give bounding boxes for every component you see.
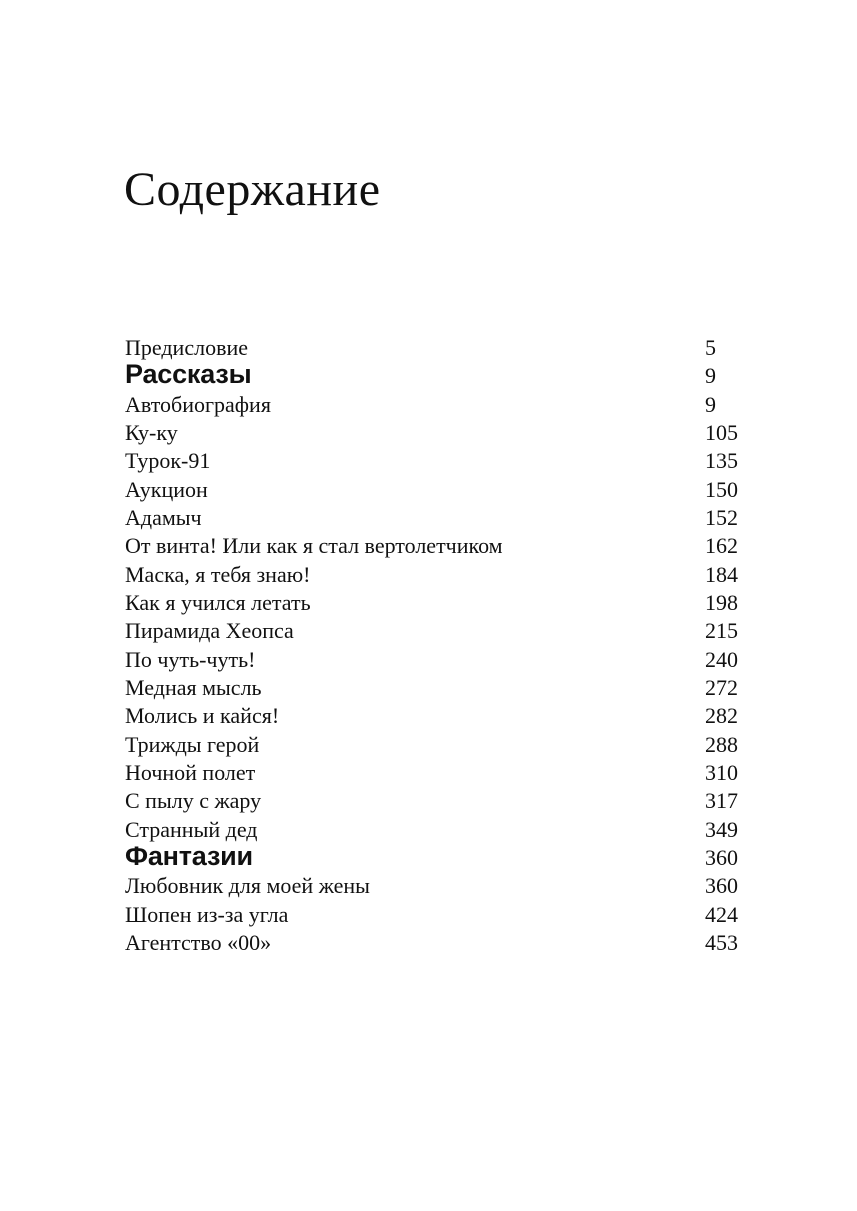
toc-entry-title: Маска, я тебя знаю! [125,561,311,587]
toc-page-number: 198 [705,589,738,615]
toc-entry-row [125,476,765,504]
toc-entry-row [125,929,765,957]
toc-entry-title: Турок-91 [125,448,211,474]
toc-entry-row [125,816,765,844]
toc-entry-row [125,447,765,475]
toc-page-number: 360 [705,844,738,870]
toc-entry-title: Автобиография [125,391,271,417]
toc-entry-row [125,561,765,589]
toc-page-number: 310 [705,759,738,785]
toc-entry-row [125,617,765,645]
toc-entry-title: Ночной полет [125,759,256,785]
toc-entry-row [125,702,765,730]
toc-entry-title: Агентство «00» [125,929,272,955]
toc-page-number: 5 [705,335,716,360]
toc-page-number: 150 [705,476,738,502]
toc-entry-row [125,391,765,419]
toc-entry-row [125,504,765,532]
toc-entry-title: С пылу с жару [125,788,262,814]
toc-page-number: 9 [705,391,716,417]
toc-section-row [125,840,765,872]
toc-page-number: 215 [705,618,738,644]
toc-entry-title: По чуть-чуть! [125,646,256,672]
toc-page-number: 184 [705,561,738,587]
toc-entry-title: Шопен из-за угла [125,901,289,927]
toc-page-number: 272 [705,674,738,700]
toc-entry-title: Медная мысль [125,674,262,700]
toc-page-number: 152 [705,504,738,530]
toc-entry-title: Странный дед [125,816,258,842]
toc-section-row [125,359,765,390]
toc-page-number: 317 [705,788,738,814]
toc-entry-title: Как я учился летать [125,589,311,615]
toc-page-number: 162 [705,533,738,559]
toc-entry-title: Предисловие [125,335,248,360]
toc-page-number: 424 [705,901,738,927]
toc-section-title: Рассказы [125,359,252,390]
toc-page-number: 288 [705,731,738,757]
toc-page-number: 240 [705,646,738,672]
toc-entry-title: Молись и кайся! [125,703,280,729]
toc-entry-row [125,589,765,617]
toc-entry-title: Адамыч [125,504,202,530]
toc-page-number: 360 [705,873,738,899]
toc-entry-row [125,759,765,787]
toc-entry-title: Любовник для моей жены [125,873,370,899]
toc-page-number: 349 [705,816,738,842]
toc-entry-row [125,419,765,447]
toc-entry-row [125,731,765,759]
toc-entry-row [125,787,765,815]
table-of-contents [125,334,765,957]
toc-entry-title: Аукцион [125,476,208,502]
toc-entry-row [125,532,765,560]
toc-entry-row [125,901,765,929]
toc-page-number: 135 [705,448,738,474]
toc-page-number: 282 [705,703,738,729]
page-title: Содержание [124,163,381,216]
toc-entry-title: От винта! Или как я стал вертолетчиком [125,533,503,559]
toc-entry-title: Пирамида Хеопса [125,618,294,644]
toc-page-number: 105 [705,419,738,445]
toc-section-title: Фантазии [125,840,253,871]
toc-page-number: 453 [705,929,738,955]
toc-page-number: 9 [705,363,716,389]
toc-entry-title: Ку-ку [125,419,178,445]
toc-entry-row [125,872,765,900]
toc-entry-row [125,334,765,362]
toc-entry-row [125,646,765,674]
toc-entry-title: Трижды герой [125,731,260,757]
toc-entry-row [125,674,765,702]
